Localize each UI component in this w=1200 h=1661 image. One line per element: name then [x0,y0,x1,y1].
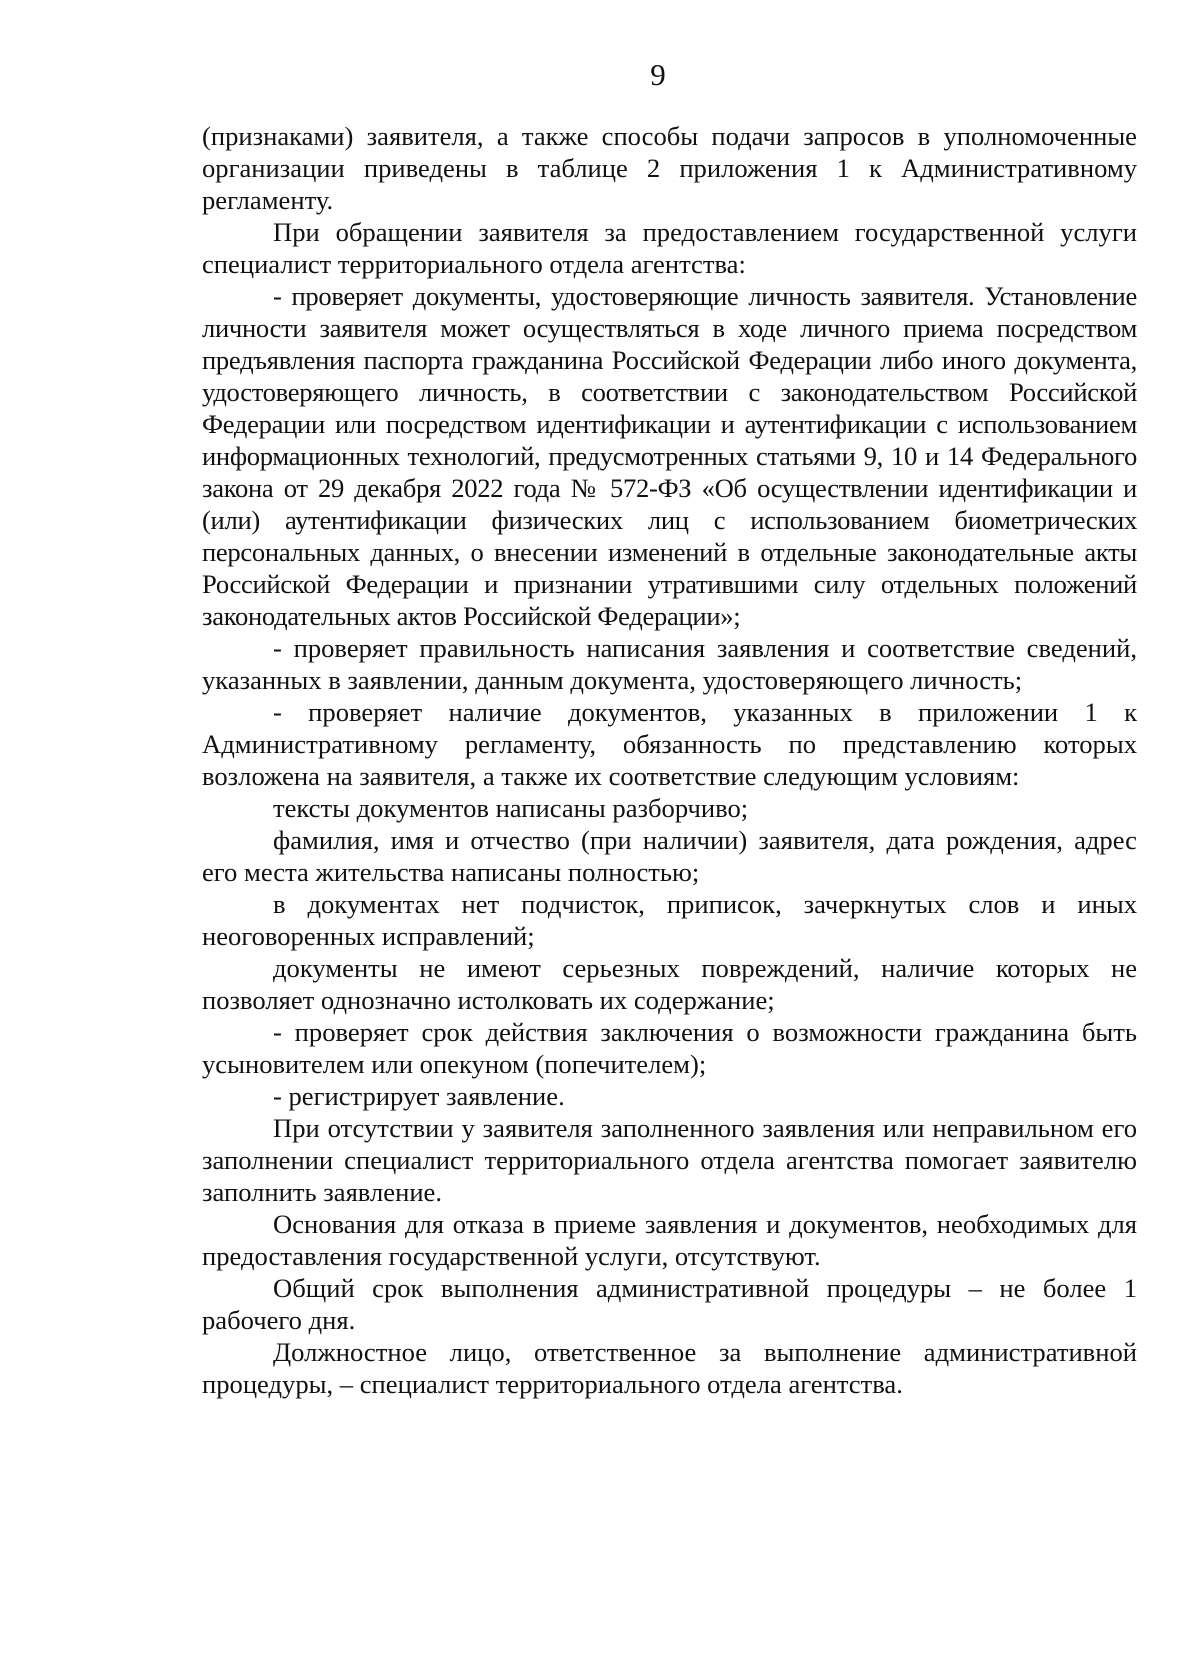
paragraph-12: При отсутствии у заявителя заполненного заявления или неправильном его заполнении специалист территориального отдела агентства помогает заявителю заполнить заявление. [202,1113,1137,1207]
paragraph-4: - проверяет правильность написания заявления и соответствие сведений, указанных в заявлении, данным документа, удостоверяющего личность; [202,633,1137,695]
paragraph-10: - проверяет срок действия заключения о возможности гражданина быть усыновителем или опекуном (попечителем); [202,1017,1137,1079]
paragraph-15: Должностное лицо, ответственное за выполнение административной процедуры, – специалист территориального отдела агентства. [202,1337,1137,1399]
paragraph-3: - проверяет документы, удостоверяющие личность заявителя. Установление личности заявителя может осуществляться в ходе личного приема посредством предъявления паспорта гражданина Российской Федерации либо иного документа, удостоверяющего личность, в соответствии с законодательством Российской Федерации или посредством идентификации и аутентификации с использованием информационных технологий, предусмотренных статьями 9, 10 и 14 Федерального закона от 29 декабря 2022 года № 572-ФЗ «Об осуществлении идентификации и (или) аутентификации физических лиц с использованием биометрических персональных данных, о внесении изменений в отдельные законодательные акты Российской Федерации и признании утратившими силу отдельных положений законодательных актов Российской Федерации»; [202,281,1137,631]
paragraph-13: Основания для отказа в приеме заявления и документов, необходимых для предоставления государственной услуги, отсутствуют. [202,1209,1137,1271]
paragraph-6: тексты документов написаны разборчиво; [273,793,749,823]
paragraph-2: При обращении заявителя за предоставлением государственной услуги специалист территориального отдела агентства: [202,217,1137,279]
paragraph-1: (признаками) заявителя, а также способы подачи запросов в уполномоченные организации приведены в таблице 2 приложения 1 к Административному регламенту. [202,121,1137,215]
paragraph-14: Общий срок выполнения административной процедуры – не более 1 рабочего дня. [202,1273,1137,1335]
page-number: 9 [650,57,666,92]
paragraph-8: в документах нет подчисток, приписок, зачеркнутых слов и иных неоговоренных исправлений; [202,889,1137,951]
document-body [202,120,1137,1400]
paragraph-7: фамилия, имя и отчество (при наличии) заявителя, дата рождения, адрес его места жительства написаны полностью; [202,825,1137,887]
paragraph-11: - регистрирует заявление. [273,1081,565,1111]
paragraph-5: - проверяет наличие документов, указанных в приложении 1 к Административному регламенту, обязанность по представлению которых возложена на заявителя, а также их соответствие следующим условиям: [202,697,1137,791]
paragraph-9: документы не имеют серьезных повреждений, наличие которых не позволяет однозначно истолковать их содержание; [202,953,1137,1015]
